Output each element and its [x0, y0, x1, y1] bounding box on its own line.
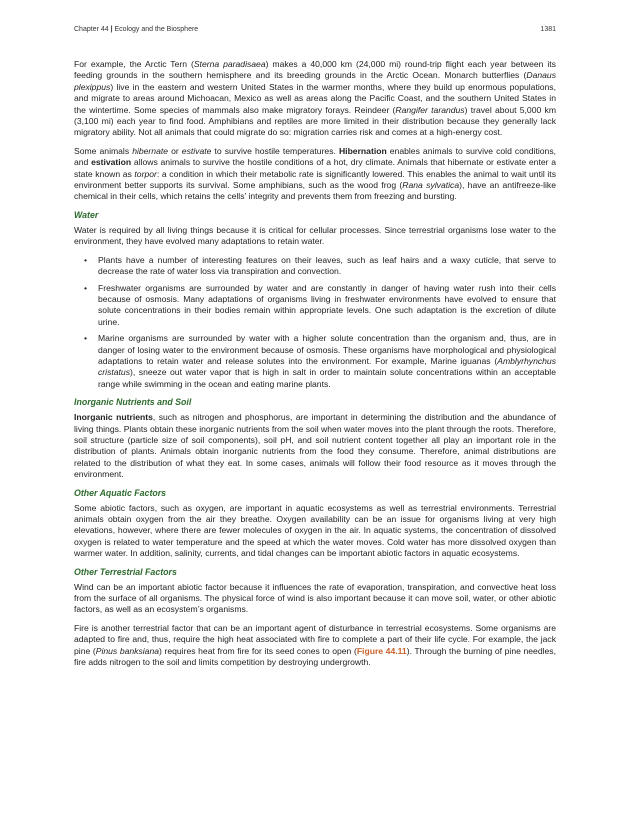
paragraph-migration: For example, the Arctic Tern (Sterna paradisaea) makes a 40,000 km (24,000 mi) round-trip flight each year between its feeding grounds in the southern hemisphere and its breeding grounds in the Arctic Ocean. Monarch butterflies (Danaus plexippus) live in the eastern and western United States in the warmer months, where they build up enormous populations, and migrate to areas around Michoacan, Mexico as well as areas along the Pacific Coast, and the southern United States in the wintertime. Some species of mammals also make migratory forays. Reindeer (Rangifer tarandus) travel about 5,000 km (3,100 mi) each year to find food. Amphibians and reptiles are more limited in their distribution because they generally lack migratory ability. Not all animals that could migrate do so: migration carries risk and comes at a high-energy cost. [74, 59, 556, 138]
running-header [74, 26, 556, 33]
header-separator: | [110, 26, 113, 33]
figure-link[interactable]: Figure 44.11 [356, 645, 407, 656]
term-estivation: estivation [91, 157, 132, 168]
heading-inorganic-nutrients: Inorganic Nutrients and Soil [74, 397, 192, 408]
chapter-number: Chapter 44 [74, 26, 109, 33]
term-hibernation: Hibernation [338, 145, 387, 156]
paragraph-fire: Fire is another terrestrial factor that can be an important agent of disturbance in terrestrial ecosystems. Some organisms are adapted to fire and, thus, require the high heat associated with fire to complete a part of their life cycle. For example, the jack pine (Pinus banksiana) requires heat from fire for its seed cones to open (Figure 44.11). Through the burning of pine needles, fire adds nitrogen to the soil and limits competition by destroying undergrowth. [74, 622, 556, 668]
page-number: 1381 [540, 26, 556, 33]
chapter-title: Ecology and the Biosphere [114, 26, 199, 33]
heading-water: Water [74, 209, 99, 220]
paragraph-wind: Wind can be an important abiotic factor because it influences the rate of evaporation, transpiration, and convective heat loss from the surface of all organisms. The physical force of wind is also important because it can move soil, water, or other abiotic factors, as well as an ecosystem’s organisms. [74, 581, 556, 615]
water-bullet-list [74, 255, 556, 390]
paragraph-water-intro: Water is required by all living things because it is critical for cellular processes. Since terrestrial organisms lose water to the environment, they have evolved many adaptations to retain water. [74, 224, 556, 247]
list-item-marine: • Marine organisms are surrounded by water with a higher solute concentration than the organism and, thus, are in danger of losing water to the environment because of osmosis. These organisms have morphological and physiological adaptations to retain water and release solutes into the environment. For example, Marine iguanas (Amblyrhynchus cristatus), sneeze out water vapor that is high in salt in order to maintain solute concentrations within an acceptable range while swimming in the ocean and eating marine plants. [98, 333, 556, 390]
term-inorganic-nutrients: Inorganic nutrients [74, 412, 153, 423]
heading-other-aquatic: Other Aquatic Factors [74, 487, 167, 498]
list-item-freshwater: • Freshwater organisms are surrounded by water and are constantly in danger of having water rush into their cells because of osmosis. Many adaptations of organisms living in freshwater environments have evolved to ensure that solute concentrations in their bodies remain within appropriate levels. One such adaptation is the excretion of dilute urine. [98, 283, 556, 329]
list-item-plants: • Plants have a number of interesting features on their leaves, such as leaf hairs and a waxy cuticle, that serve to decrease the rate of water loss via transpiration and convection. [98, 255, 556, 278]
heading-other-terrestrial: Other Terrestrial Factors [74, 566, 177, 577]
paragraph-hibernation: Some animals hibernate or estivate to survive hostile temperatures. Hibernation enables animals to survive cold conditions, and estivation allows animals to survive the hostile conditions of a hot, dry climate. Animals that hibernate or estivate enter a state known as torpor: a condition in which their metabolic rate is significantly lowered. This enables the animal to wait until its environment better supports its survival. Some amphibians, such as the wood frog (Rana sylvatica), have an antifreeze-like chemical in their cells, which retains the cells’ integrity and prevents them from freezing and bursting. [74, 145, 557, 202]
page-body [74, 59, 556, 675]
chapter-header [74, 26, 198, 33]
paragraph-aquatic: Some abiotic factors, such as oxygen, are important in aquatic ecosystems as well as terrestrial environments. Terrestrial animals obtain oxygen from the air they breathe. Oxygen availability can be an issue for organisms living at very high elevations, however, where there are fewer molecules of oxygen in the air. In aquatic systems, the concentration of dissolved oxygen is related to water temperature and the speed at which the water moves. Cold water has more dissolved oxygen than warmer water. In addition, salinity, currents, and tidal changes can be important abiotic factors in aquatic ecosystems. [74, 502, 556, 559]
paragraph-inorganic: Inorganic nutrients, such as nitrogen and phosphorus, are important in determining the distribution and the abundance of living things. Plants obtain these inorganic nutrients from the soil when water moves into the plant through the roots. Therefore, soil structure (particle size of soil components), soil pH, and soil nutrient content together all play an important role in the distribution of plants. Animals obtain inorganic nutrients from the food they consume. Therefore, animal distributions are related to the distribution of what they eat. In some cases, animals will follow their food resource as it moves through the environment. [74, 412, 556, 480]
